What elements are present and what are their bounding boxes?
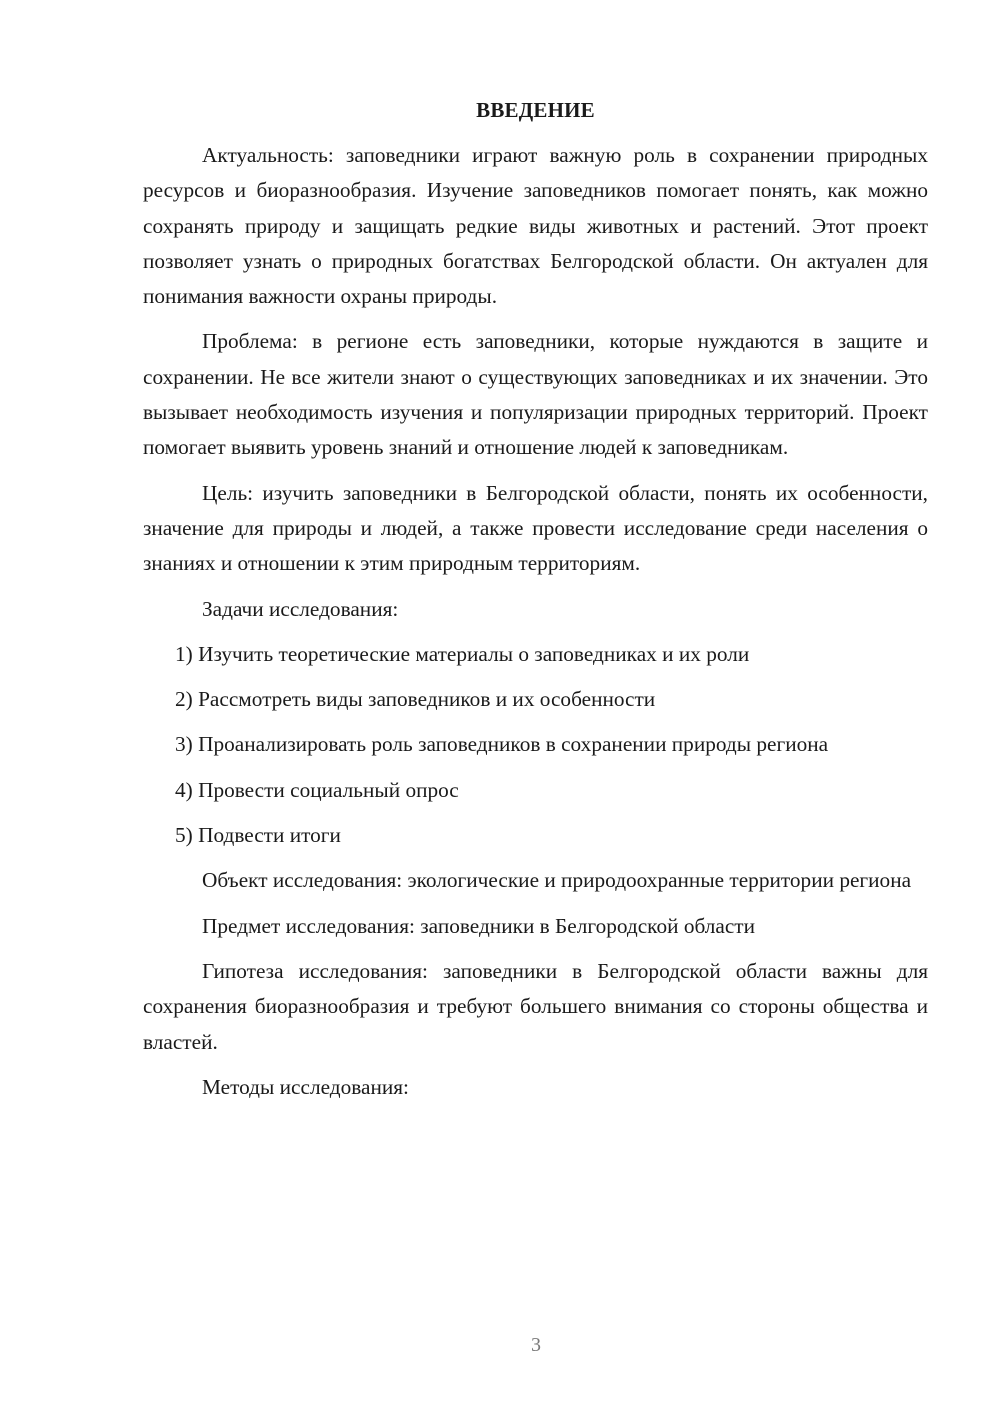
goal-paragraph: Цель: изучить заповедники в Белгородской области, понять их особенности, значение для природы и людей, а также провести исследование среди населения о знаниях и отношении к этим природным территориям. [143, 480, 928, 576]
section-title: ВВЕДЕНИЕ [476, 98, 595, 122]
problem-paragraph: Проблема: в регионе есть заповедники, которые нуждаются в защите и сохранении. Не все жители знают о существующих заповедниках и их значении. Это вызывает необходимость изучения и популяризации природных территорий. Проект помогает выявить уровень знаний и отношение людей к заповедникам. [143, 329, 928, 460]
subject-paragraph: Предмет исследования: заповедники в Белгородской области [202, 913, 756, 938]
object-paragraph: Объект исследования: экологические и природоохранные территории региона [202, 868, 912, 893]
hypothesis-paragraph: Гипотеза исследования: заповедники в Белгородской области важны для сохранения биоразнообразия и требуют большего внимания со стороны общества и властей. [143, 958, 928, 1054]
task-item-3: 3) Проанализировать роль заповедников в сохранении природы региона [175, 732, 829, 757]
task-item-5: 5) Подвести итоги [175, 823, 341, 848]
relevance-paragraph: Актуальность: заповедники играют важную роль в сохранении природных ресурсов и биоразнообразия. Изучение заповедников помогает понять, как можно сохранять природу и защищать редкие виды животных и растений. Этот проект позволяет узнать о природных богатствах Белгородской области. Он актуален для понимания важности охраны природы. [143, 143, 928, 309]
document-page [143, 96, 928, 1115]
task-item-4: 4) Провести социальный опрос [175, 777, 459, 802]
task-item-2: 2) Рассмотреть виды заповедников и их особенности [175, 687, 656, 712]
page-number: 3 [531, 1334, 541, 1356]
tasks-heading: Задачи исследования: [202, 596, 399, 621]
methods-heading: Методы исследования: [202, 1074, 409, 1099]
task-item-1: 1) Изучить теоретические материалы о заповедниках и их роли [175, 641, 750, 666]
